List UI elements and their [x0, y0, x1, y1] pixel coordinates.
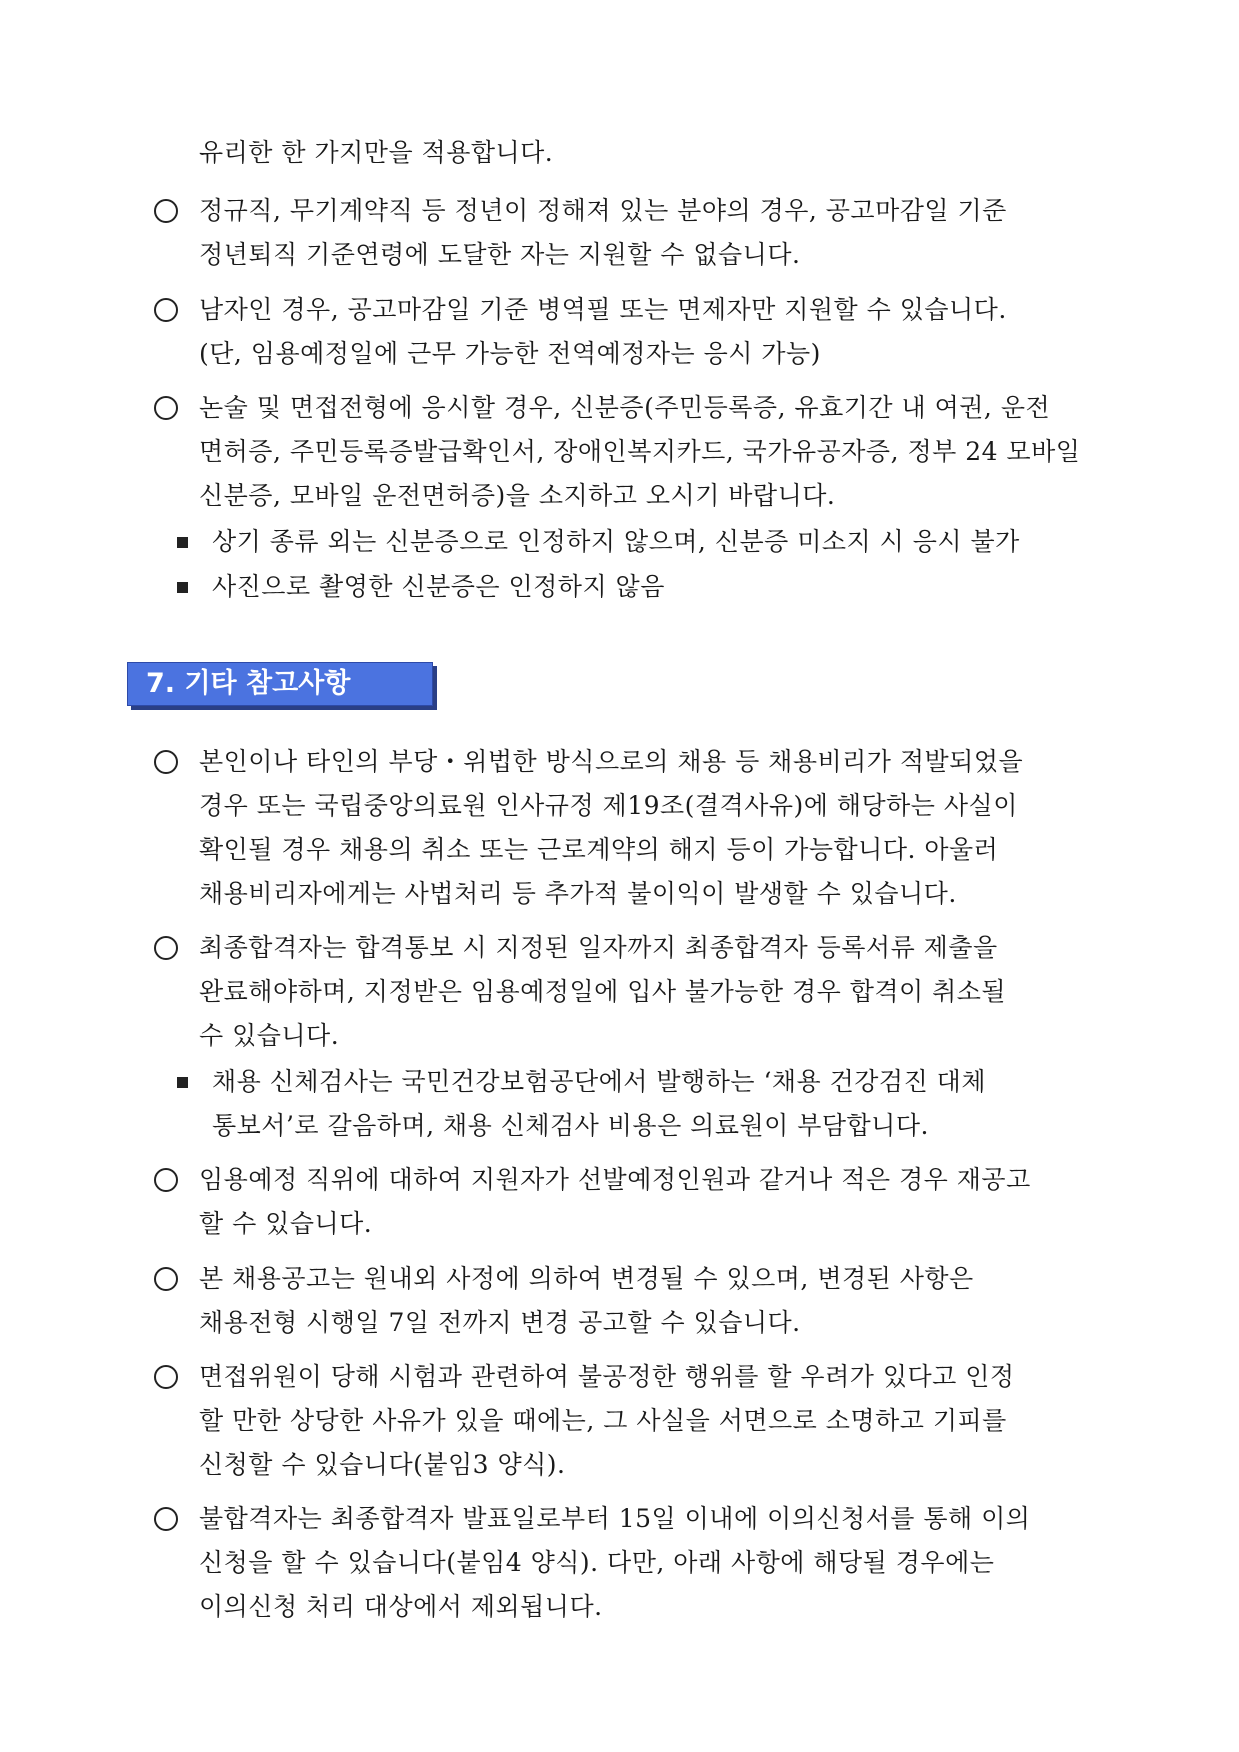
- section-heading: [127, 662, 433, 706]
- square-bullet-icon: [177, 1077, 188, 1088]
- section-title: 7. 기타 참고사항: [146, 668, 351, 699]
- item-line: 확인될 경우 채용의 취소 또는 근로계약의 해지 등이 가능합니다. 아울러: [199, 835, 999, 864]
- circle-bullet-icon: [154, 1267, 178, 1291]
- item-line: 신분증, 모바일 운전면허증)을 소지하고 오시기 바랍니다.: [199, 481, 836, 510]
- item-line: 임용예정 직위에 대하여 지원자가 선발예정인원과 같거나 적은 경우 재공고: [199, 1165, 1031, 1194]
- item-line: 신청할 수 있습니다(붙임3 양식).: [199, 1450, 566, 1479]
- item-line: 면허증, 주민등록증발급확인서, 장애인복지카드, 국가유공자증, 정부 24 모바일: [199, 437, 1081, 466]
- circle-bullet-icon: [154, 1507, 178, 1531]
- sub-item-line: 사진으로 촬영한 신분증은 인정하지 않음: [212, 572, 665, 601]
- item-line: 신청을 할 수 있습니다(붙임4 양식). 다만, 아래 사항에 해당될 경우에는: [199, 1548, 995, 1577]
- item-line: 이의신청 처리 대상에서 제외됩니다.: [199, 1592, 603, 1621]
- item-line: 정년퇴직 기준연령에 도달한 자는 지원할 수 없습니다.: [199, 240, 801, 269]
- item-line: 수 있습니다.: [199, 1021, 340, 1050]
- item-line: 할 수 있습니다.: [199, 1209, 373, 1238]
- square-bullet-icon: [177, 582, 188, 593]
- item-line: 채용전형 시행일 7일 전까지 변경 공고할 수 있습니다.: [199, 1308, 801, 1337]
- circle-bullet-icon: [154, 298, 178, 322]
- item-line: 면접위원이 당해 시험과 관련하여 불공정한 행위를 할 우려가 있다고 인정: [199, 1362, 1015, 1391]
- sub-item-line: 상기 종류 외는 신분증으로 인정하지 않으며, 신분증 미소지 시 응시 불가: [212, 527, 1020, 556]
- item-line: (단, 임용예정일에 근무 가능한 전역예정자는 응시 가능): [199, 339, 821, 368]
- item-line: 완료해야하며, 지정받은 임용예정일에 입사 불가능한 경우 합격이 취소될: [199, 977, 1007, 1006]
- item-line: 정규직, 무기계약직 등 정년이 정해져 있는 분야의 경우, 공고마감일 기준: [199, 196, 1007, 225]
- sub-item-line: 채용 신체검사는 국민건강보험공단에서 발행하는 ‘채용 건강검진 대체: [212, 1067, 986, 1096]
- item-line: 최종합격자는 합격통보 시 지정된 일자까지 최종합격자 등록서류 제출을: [199, 933, 998, 962]
- circle-bullet-icon: [154, 936, 178, 960]
- circle-bullet-icon: [154, 396, 178, 420]
- circle-bullet-icon: [154, 1365, 178, 1389]
- item-line: 본 채용공고는 원내외 사정에 의하여 변경될 수 있으며, 변경된 사항은: [199, 1264, 974, 1293]
- sub-item-line: 통보서’로 갈음하며, 채용 신체검사 비용은 의료원이 부담합니다.: [212, 1111, 929, 1140]
- continuation-text: 유리한 한 가지만을 적용합니다.: [199, 138, 554, 167]
- square-bullet-icon: [177, 537, 188, 548]
- item-line: 채용비리자에게는 사법처리 등 추가적 불이익이 발생할 수 있습니다.: [199, 879, 957, 908]
- item-line: 논술 및 면접전형에 응시할 경우, 신분증(주민등록증, 유효기간 내 여권, 운전: [199, 393, 1051, 422]
- item-line: 불합격자는 최종합격자 발표일로부터 15일 이내에 이의신청서를 통해 이의: [199, 1504, 1031, 1533]
- circle-bullet-icon: [154, 750, 178, 774]
- circle-bullet-icon: [154, 1168, 178, 1192]
- item-line: 경우 또는 국립중앙의료원 인사규정 제19조(결격사유)에 해당하는 사실이: [199, 791, 1018, 820]
- item-line: 할 만한 상당한 사유가 있을 때에는, 그 사실을 서면으로 소명하고 기피를: [199, 1406, 1007, 1435]
- circle-bullet-icon: [154, 199, 178, 223]
- item-line: 남자인 경우, 공고마감일 기준 병역필 또는 면제자만 지원할 수 있습니다.: [199, 295, 1007, 324]
- item-line: 본인이나 타인의 부당・위법한 방식으로의 채용 등 채용비리가 적발되었을: [199, 747, 1024, 776]
